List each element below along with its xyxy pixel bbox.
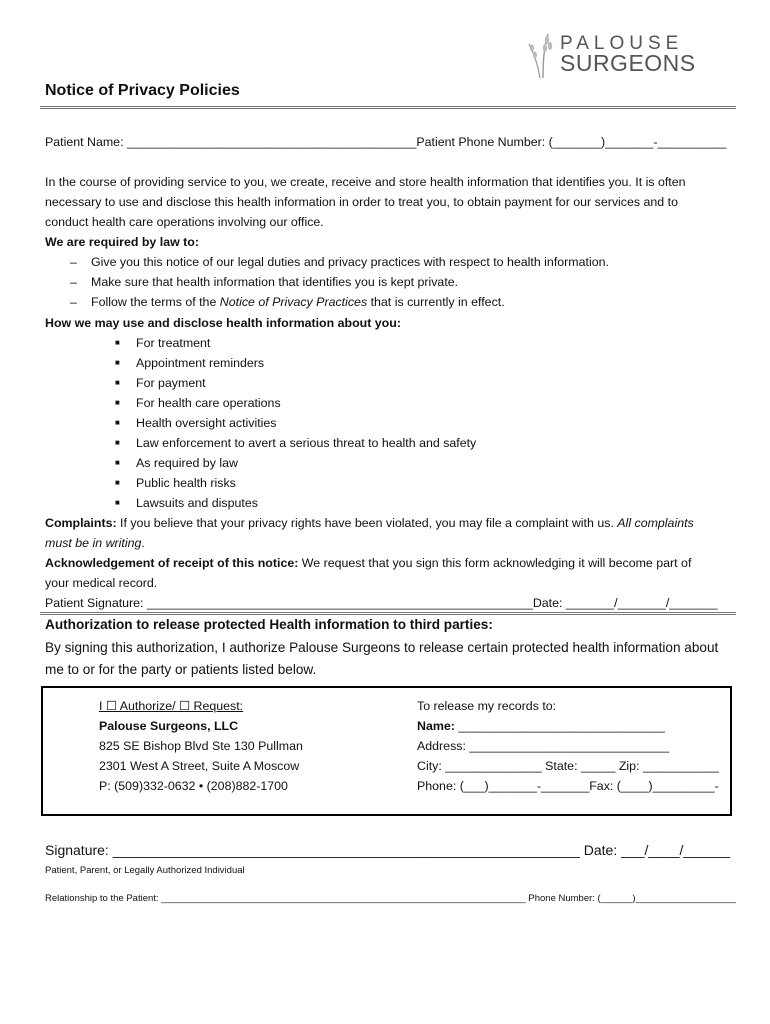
square-bullet-icon: ■	[115, 398, 120, 407]
list-item: ■ For treatment	[0, 333, 770, 353]
list-item: ■ As required by law	[0, 453, 770, 473]
complaints-paragraph: Complaints: If you believe that your privacy rights have been violated, you may file a complaint with us. All complaints must be in writing.	[45, 516, 694, 550]
recipient-address-field[interactable]: Address: _____________________________	[417, 739, 670, 753]
square-bullet-icon: ■	[115, 418, 120, 427]
list-item: – Follow the terms of the Notice of Privacy Practices that is currently in effect.	[0, 292, 770, 312]
square-bullet-icon: ■	[115, 338, 120, 347]
logo-line1: PALOUSE	[560, 33, 684, 54]
square-bullet-icon: ■	[115, 478, 120, 487]
list-item: ■ For payment	[0, 373, 770, 393]
dash-icon: –	[70, 275, 77, 289]
palouse-surgeons-logo	[526, 30, 718, 80]
authorize-request-checkboxes[interactable]: I ☐ Authorize/ ☐ Request:	[99, 699, 244, 713]
authorization-right: To release my records to: Name: ______________________________ Address: _____________________________ City: ______________ State: _____ Zip: ___________ Phone: (___)_______-_______Fax: (____)_________-	[417, 696, 719, 796]
page-title: Notice of Privacy Policies	[45, 82, 240, 99]
uses-heading: How we may use and disclose health information about you:	[45, 316, 401, 330]
dash-icon: –	[70, 295, 77, 309]
intro-paragraph: In the course of providing service to you, we create, receive and store health information that identifies you. It is often necessary to use and disclose this health information in order to treat you, to obtain payment for our services and to conduct health care operations involving our office.	[45, 175, 686, 229]
list-item: – Make sure that health information that identifies you is kept private.	[0, 272, 770, 292]
square-bullet-icon: ■	[115, 378, 120, 387]
authorization-box	[41, 686, 732, 816]
patient-name-phone-line[interactable]: Patient Name: __________________________________________Patient Phone Number: (_______)_______-__________	[45, 135, 727, 149]
title-divider	[40, 106, 736, 109]
signature-line[interactable]: Signature: ____________________________________________________________ Date: ___/____/______	[45, 842, 731, 858]
required-list	[0, 252, 770, 312]
square-bullet-icon: ■	[115, 438, 120, 447]
required-heading: We are required by law to:	[45, 235, 200, 249]
uses-list	[0, 333, 770, 513]
authorization-heading: Authorization to release protected Health information to third parties:	[45, 617, 493, 632]
section-divider	[40, 612, 736, 615]
list-item: ■ Lawsuits and disputes	[0, 493, 770, 513]
acknowledgement-paragraph: Acknowledgement of receipt of this notice: We request that you sign this form acknowledging it will become part of your medical record.	[45, 556, 692, 590]
recipient-name-field[interactable]: Name: ______________________________	[417, 719, 666, 733]
square-bullet-icon: ■	[115, 358, 120, 367]
dash-icon: –	[70, 255, 77, 269]
square-bullet-icon: ■	[115, 458, 120, 467]
square-bullet-icon: ■	[115, 498, 120, 507]
list-item: ■ Appointment reminders	[0, 353, 770, 373]
authorization-paragraph: By signing this authorization, I authorize Palouse Surgeons to release certain protected health information about me to or for the party or patients listed below.	[45, 640, 719, 677]
list-item: ■ Health oversight activities	[0, 413, 770, 433]
logo-line2: SURGEONS	[560, 50, 696, 76]
authorization-left: I ☐ Authorize/ ☐ Request: Palouse Surgeons, LLC 825 SE Bishop Blvd Ste 130 Pullman 2301 West A Street, Suite A Moscow P: (509)332-0632 • (208)882-1700	[99, 696, 303, 796]
recipient-city-state-zip-field[interactable]: City: ______________ State: _____ Zip: ___________	[417, 759, 719, 773]
patient-signature-line[interactable]: Patient Signature: ________________________________________________________Date: _______/_______/_______	[45, 596, 718, 610]
list-item: ■ Law enforcement to avert a serious threat to health and safety	[0, 433, 770, 453]
signature-caption: Patient, Parent, or Legally Authorized Individual	[45, 865, 245, 876]
wheat-icon	[526, 30, 560, 80]
list-item: ■ Public health risks	[0, 473, 770, 493]
relationship-line[interactable]: Relationship to the Patient: _____________________________________________________________________ Phone Number: (______)___________________	[45, 893, 736, 904]
list-item: ■ For health care operations	[0, 393, 770, 413]
list-item: – Give you this notice of our legal duties and privacy practices with respect to health information.	[0, 252, 770, 272]
recipient-phone-fax-field[interactable]: Phone: (___)_______-_______Fax: (____)_________-	[417, 779, 719, 793]
